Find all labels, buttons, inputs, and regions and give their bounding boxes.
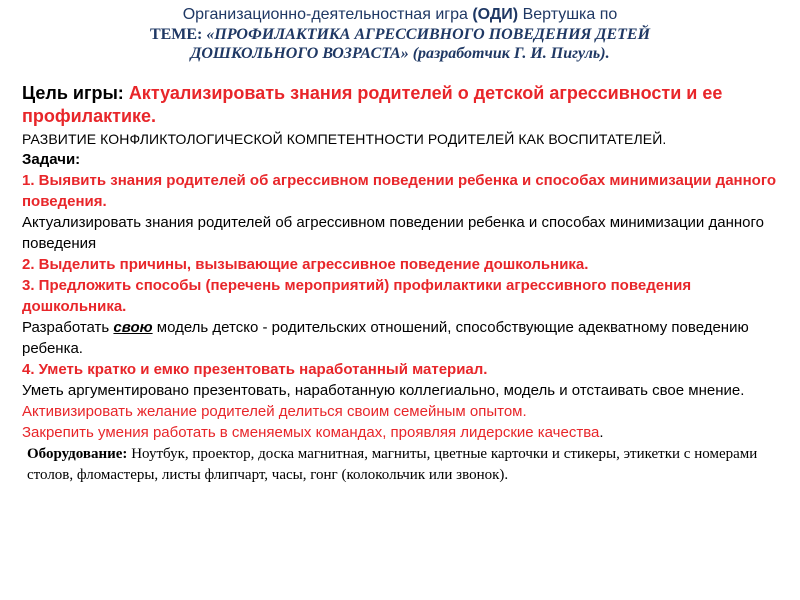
task-3-note (22, 317, 790, 359)
header-abbreviation: (ОДИ) (472, 6, 519, 23)
header-theme-title-cont: ДОШКОЛЬНОГО ВОЗРАСТА» (разработчик Г. И. Пигуль). (190, 45, 610, 62)
task-3: 3. Предложить способы (перечень мероприятий) профилактики агрессивного поведения дошкольника. (22, 277, 692, 315)
task-1: 1. Выявить знания родителей об агрессивном поведении ребенка и способах минимизации данного поведения. (22, 172, 777, 210)
header-line-2 (120, 25, 680, 44)
header-line-1-start: Организационно-деятельностная игра (182, 6, 473, 23)
header-line-1-end: Вертушка по (518, 6, 618, 23)
goal-text: Актуализировать знания родителей о детской агрессивности и ее профилактике. (22, 83, 723, 126)
extra-goal-2-text: Закрепить умения работать в сменяемых командах, проявляя лидерские качества (22, 424, 600, 441)
goal-paragraph (22, 82, 790, 128)
extra-goal-2 (22, 422, 790, 443)
equipment-paragraph (22, 444, 790, 486)
task-4-note: Уметь аргументировано презентовать, наработанную коллегиально, модель и отстаивать свое мнение. (22, 382, 745, 399)
task-2: 2. Выделить причины, вызывающие агрессивное поведение дошкольника. (22, 256, 589, 273)
task-4: 4. Уметь кратко и емко презентовать наработанный материал. (22, 361, 488, 378)
task-1-note: Актуализировать знания родителей об агрессивном поведении ребенка и способах минимизации данного поведения (22, 214, 764, 252)
slide-header (120, 5, 680, 63)
goal-caps-text: РАЗВИТИЕ КОНФЛИКТОЛОГИЧЕСКОЙ КОМПЕТЕНТНОСТИ РОДИТЕЛЕЙ КАК ВОСПИТАТЕЛЕЙ. (22, 131, 667, 147)
task-3-note-start: Разработать (22, 319, 114, 336)
header-line-1 (120, 5, 680, 25)
task-3-note-end: модель детско - родительских отношений, способствующие адекватному поведению ребенка. (22, 319, 749, 357)
equipment-text: Ноутбук, проектор, доска магнитная, магниты, цветные карточки и стикеры, этикетки с номерами столов, фломастеры, листы флипчарт, часы, гонг (колокольчик или звонок). (27, 446, 758, 483)
equipment-label: Оборудование: (27, 446, 128, 462)
extra-goal-1: Активизировать желание родителей делиться своим семейным опытом. (22, 403, 527, 420)
task-3-note-emphasis: свою (113, 319, 153, 336)
header-line-3 (120, 44, 680, 63)
goal-label: Цель игры: (22, 83, 129, 103)
tasks-label: Задачи: (22, 151, 81, 168)
slide-body (22, 82, 790, 486)
extra-goal-2-period: . (599, 424, 604, 441)
header-theme-title: «ПРОФИЛАКТИКА АГРЕССИВНОГО ПОВЕДЕНИЯ ДЕТЕЙ (206, 26, 651, 43)
header-theme-label: ТЕМЕ: (149, 26, 207, 43)
